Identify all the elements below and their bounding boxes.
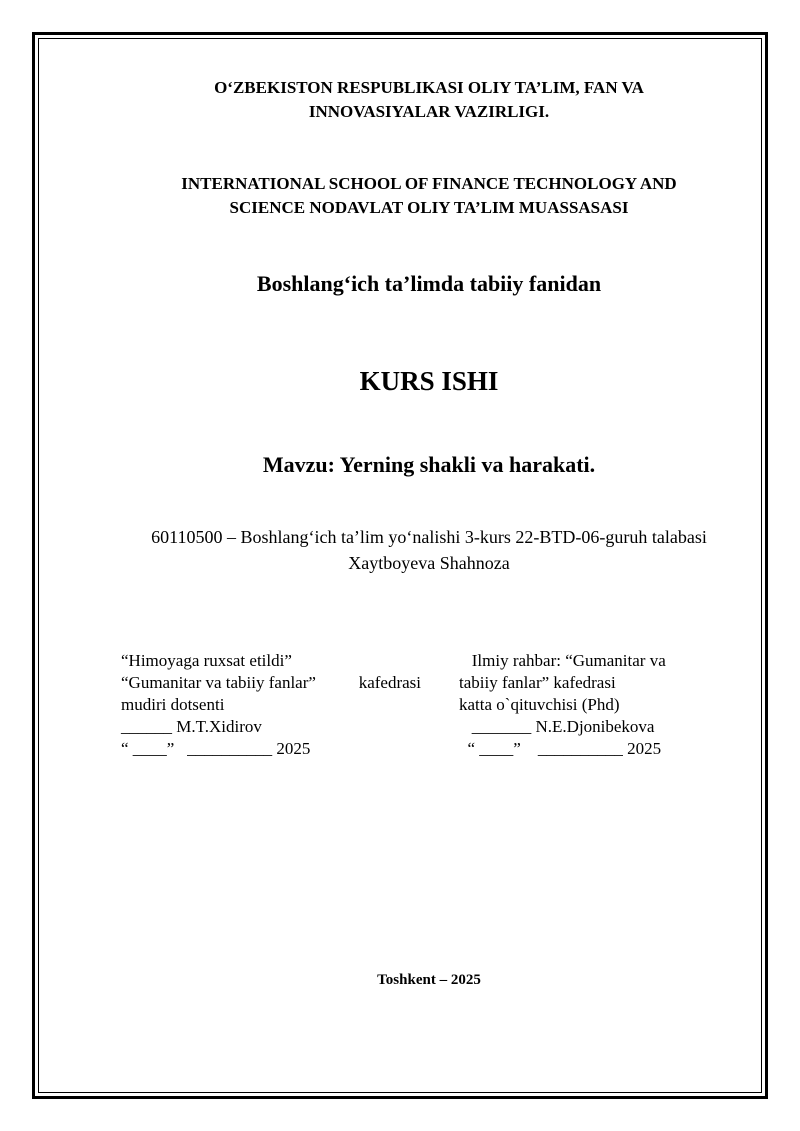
- approval-signature-line: ______ M.T.Xidirov: [121, 717, 262, 736]
- supervisor-date-line: “ ____” __________ 2025: [459, 739, 662, 758]
- school-line-1: INTERNATIONAL SCHOOL OF FINANCE TECHNOLOGY AND: [181, 174, 677, 193]
- supervisor-signature-line: _______ N.E.Djonibekova: [459, 717, 655, 736]
- school-line-2: SCIENCE NODAVLAT OLIY TA’LIM MUASSASASI: [229, 198, 629, 217]
- supervisor-line-1: Ilmiy rahbar: “Gumanitar va: [459, 651, 666, 670]
- ministry-line-2: INNOVASIYALAR VAZIRLIGI.: [308, 102, 550, 121]
- work-type-title: KURS ISHI: [359, 366, 499, 396]
- approval-line-2a: “Gumanitar va tabiiy fanlar”: [121, 673, 316, 692]
- approval-line-2b: kafedrasi: [358, 673, 421, 692]
- footer-place-year: Toshkent – 2025: [377, 972, 481, 988]
- ministry-line-1: O‘ZBEKISTON RESPUBLIKASI OLIY TA’LIM, FAN VA: [214, 78, 644, 97]
- approval-line-1: “Himoyaga ruxsat etildi”: [121, 651, 292, 670]
- approval-block: [121, 650, 431, 760]
- ministry-heading: [0, 76, 800, 124]
- supervisor-line-2: tabiiy fanlar” kafedrasi: [459, 673, 616, 692]
- topic-title: Mavzu: Yerning shakli va harakati.: [262, 452, 596, 477]
- student-program-line: 60110500 – Boshlang‘ich ta’lim yo‘nalishi 3-kurs 22-BTD-06-guruh talabasi: [151, 527, 707, 547]
- approval-line-2: [121, 672, 421, 694]
- approval-line-3: mudiri dotsenti: [121, 695, 225, 714]
- subject-title: Boshlang‘ich ta’limda tabiiy fanidan: [256, 271, 602, 296]
- student-info: [0, 524, 800, 576]
- school-heading: [0, 172, 800, 220]
- student-name: Xaytboyeva Shahnoza: [348, 553, 510, 573]
- supervisor-block: [459, 650, 759, 760]
- supervisor-line-3: katta o`qituvchisi (Phd): [459, 695, 620, 714]
- approval-date-line: “ ____” __________ 2025: [121, 739, 311, 758]
